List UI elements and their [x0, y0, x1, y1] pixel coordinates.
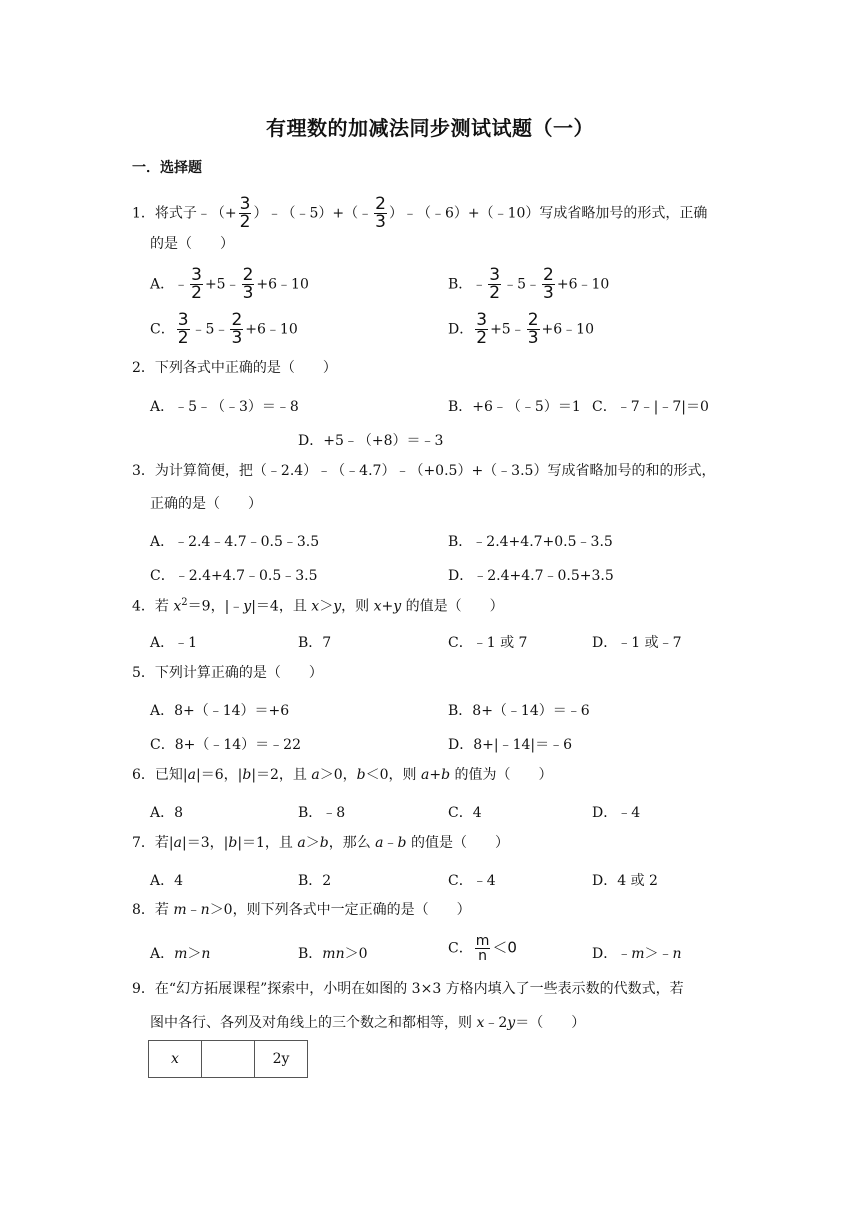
- q7-option-d[interactable]: D．4 或 2: [592, 873, 658, 889]
- q6-option-c[interactable]: C．4: [448, 805, 482, 821]
- q7-option-c[interactable]: C．﹣4: [448, 873, 496, 889]
- q5-option-a[interactable]: A．8+（﹣14）＝+6: [150, 703, 290, 719]
- q3-option-c[interactable]: C．﹣2.4+4.7﹣0.5﹣3.5: [150, 568, 318, 584]
- q8-option-a[interactable]: A．m＞n: [150, 946, 211, 962]
- question-7: 7．若|a|＝3，|b|＝1，且 a＞b，那么 a﹣b 的值是（ ）: [132, 835, 509, 851]
- grid-cell: [202, 1041, 255, 1078]
- fraction-2-over-3: $\frac{2}{3}$: [375, 194, 386, 232]
- q1-option-b[interactable]: B．﹣ $\frac{3}{2}$ ﹣5﹣ $\frac{2}{3}$ +6﹣10: [448, 265, 610, 303]
- table-row: [149, 1041, 308, 1078]
- q1-option-c[interactable]: C． $\frac{3}{2}$ ﹣5﹣ $\frac{2}{3}$ +6﹣10: [150, 310, 298, 348]
- page-title: 有理数的加减法同步测试试题（一）: [266, 116, 594, 140]
- q1-option-d[interactable]: D． $\frac{3}{2}$ +5﹣ $\frac{2}{3}$ +6﹣10: [448, 310, 594, 348]
- q7-option-a[interactable]: A．4: [150, 873, 184, 889]
- q4-option-c[interactable]: C．﹣1 或 7: [448, 635, 528, 651]
- q8-option-c[interactable]: C． $\frac{m}{n}$ ＜0: [448, 933, 517, 964]
- question-number: 1．: [132, 205, 155, 222]
- q9-stem-line2: 图中各行、各列及对角线上的三个数之和都相等，则 x﹣2y＝（ ）: [150, 1015, 586, 1031]
- question-4: 4．若 $x^2=9$，|﹣y|＝4，且 x＞y，则 x+y 的值是（ ）: [132, 597, 504, 615]
- q2-option-d[interactable]: D．+5﹣（+8）＝﹣3: [298, 433, 444, 449]
- q3-option-d[interactable]: D．﹣2.4+4.7﹣0.5+3.5: [448, 568, 614, 584]
- q4-option-a[interactable]: A．﹣1: [150, 635, 198, 651]
- q1-stem-a: 将式子﹣（+: [154, 205, 237, 222]
- q1-stem-c: ）﹣（﹣6）+（﹣10）写成省略加号的形式，正确: [388, 205, 708, 222]
- q6-option-b[interactable]: B．﹣8: [298, 805, 346, 821]
- q3-stem-line2: 正确的是（ ）: [150, 496, 262, 512]
- question-3: 3．为计算简便，把（﹣2.4）﹣（﹣4.7）﹣（+0.5）+（﹣3.5）写成省略加号的和的形式，: [132, 463, 716, 479]
- q3-option-b[interactable]: B．﹣2.4+4.7+0.5﹣3.5: [448, 534, 613, 550]
- section-heading: 一．选择题: [132, 160, 202, 176]
- q5-option-d[interactable]: D．8+|﹣14|＝﹣6: [448, 737, 573, 753]
- q3-option-a[interactable]: A．﹣2.4﹣4.7﹣0.5﹣3.5: [150, 534, 320, 550]
- q5-option-c[interactable]: C．8+（﹣14）＝﹣22: [150, 737, 301, 753]
- fraction-m-over-n: $\frac{m}{n}$: [475, 933, 490, 964]
- question-1: [132, 196, 707, 231]
- q6-option-d[interactable]: D．﹣4: [592, 805, 641, 821]
- magic-square-grid: [148, 1040, 308, 1078]
- q5-option-b[interactable]: B．8+（﹣14）＝﹣6: [448, 703, 590, 719]
- q2-option-c[interactable]: C．﹣7﹣|﹣7|＝0: [592, 399, 709, 415]
- question-8: 8．若 m﹣n＞0，则下列各式中一定正确的是（ ）: [132, 902, 471, 918]
- fraction-3-over-2: $\frac{3}{2}$: [239, 194, 251, 232]
- question-5: 5．下列计算正确的是（ ）: [132, 665, 323, 681]
- grid-cell: 2y: [255, 1041, 308, 1078]
- question-9: 9．在“幻方拓展课程”探索中，小明在如图的 3×3 方格内填入了一些表示数的代数式，若: [132, 981, 684, 997]
- q8-option-d[interactable]: D．﹣m＞﹣n: [592, 946, 682, 962]
- question-6: 6．已知|a|＝6，|b|＝2，且 a＞0，b＜0，则 a+b 的值为（ ）: [132, 767, 553, 783]
- grid-cell: x: [149, 1041, 202, 1078]
- q6-option-a[interactable]: A．8: [150, 805, 184, 821]
- q8-option-b[interactable]: B．mn＞0: [298, 946, 368, 962]
- question-2: 2．下列各式中正确的是（ ）: [132, 360, 337, 376]
- q7-option-b[interactable]: B．2: [298, 873, 332, 889]
- q1-option-a[interactable]: A．﹣ $\frac{3}{2}$ +5﹣ $\frac{2}{3}$ +6﹣10: [150, 265, 309, 303]
- q1-stem-line2: 的是（ ）: [150, 236, 234, 252]
- q2-option-b[interactable]: B．+6﹣（﹣5）＝1: [448, 399, 581, 415]
- q2-option-a[interactable]: A．﹣5﹣（﹣3）＝﹣8: [150, 399, 299, 415]
- q1-stem-b: ）﹣（﹣5）+（﹣: [253, 205, 373, 222]
- q4-option-d[interactable]: D．﹣1 或﹣7: [592, 635, 682, 651]
- q4-option-b[interactable]: B．7: [298, 635, 332, 651]
